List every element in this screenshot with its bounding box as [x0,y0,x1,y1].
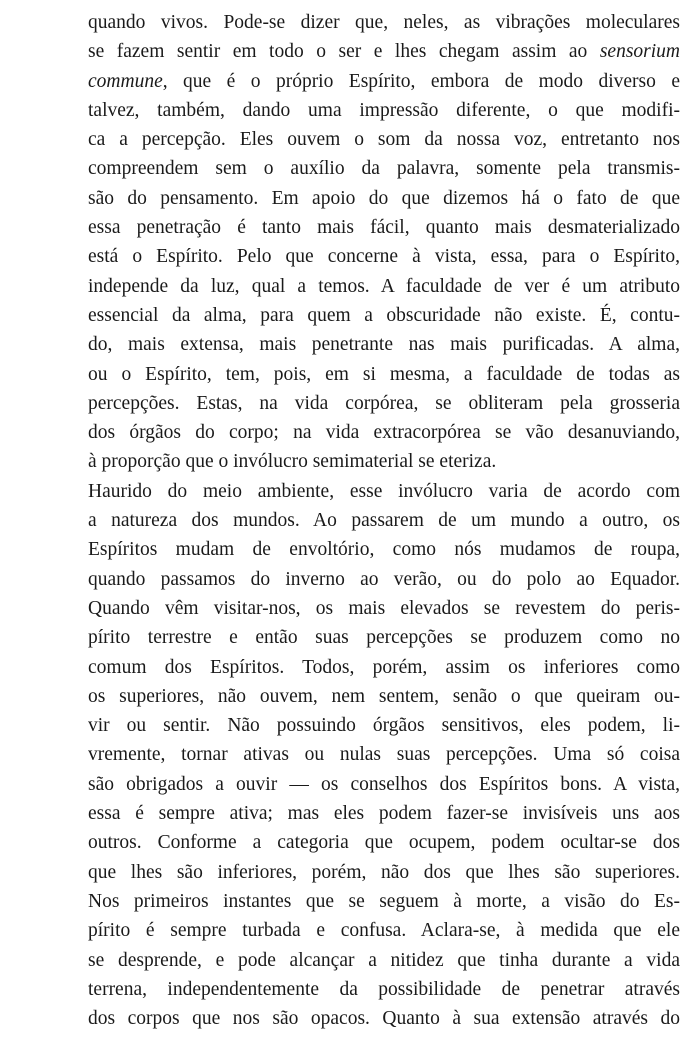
text-segment: pírito é sempre turbada e confusa. Aclara-se, à medida que ele [88,920,680,942]
text-line [88,858,680,887]
text-segment: essa penetração é tanto mais fácil, quanto mais desmaterializado [88,217,680,239]
text-segment: vremente, tornar ativas ou nulas suas percepções. Uma só coisa [88,744,680,766]
text-segment: essencial da alma, para quem a obscuridade não existe. É, contu- [88,304,680,326]
text-line [88,535,680,564]
document-page [88,8,680,1033]
text-line [88,272,680,301]
text-line [88,96,680,125]
text-line [88,565,680,594]
text-segment: Nos primeiros instantes que se seguem à morte, a visão do Es- [88,890,680,912]
text-segment: que lhes são inferiores, porém, não dos que lhes são superiores. [88,861,680,883]
text-line [88,740,680,769]
text-segment: a natureza dos mundos. Ao passarem de um mundo a outro, os [88,510,680,532]
text-line [88,389,680,418]
text-line [88,418,680,447]
text-segment: talvez, também, dando uma impressão diferente, o que modifi- [88,99,680,121]
text-segment: à proporção que o invólucro semimaterial se eteriza. [88,451,497,473]
text-segment: são obrigados a ouvir — os conselhos dos Espíritos bons. A vista, [88,773,680,795]
text-segment: do, mais extensa, mais penetrante nas mais purificadas. A alma, [88,334,680,356]
text-line [88,946,680,975]
text-line [88,242,680,271]
text-line [88,799,680,828]
text-line [88,301,680,330]
text-line [88,711,680,740]
text-line [88,1004,680,1033]
text-line [88,887,680,916]
text-segment: são do pensamento. Em apoio do que dizemos há o fato de que [88,187,680,209]
text-line [88,67,680,96]
text-line [88,623,680,652]
text-line [88,125,680,154]
text-line [88,213,680,242]
text-segment: vir ou sentir. Não possuindo órgãos sensitivos, eles podem, li- [88,715,680,737]
text-segment: outros. Conforme a categoria que ocupem, podem ocultar-se dos [88,832,680,854]
text-segment: se desprende, e pode alcançar a nitidez que tinha durante a vida [88,949,680,971]
italic-term: sensorium [599,41,680,63]
text-segment: ca a percepção. Eles ouvem o som da nossa voz, entretanto nos [88,129,680,151]
text-segment: se fazem sentir em todo o ser e lhes chegam assim ao [88,41,600,63]
text-segment: , que é o próprio Espírito, embora de modo diverso e [162,70,680,92]
text-segment: pírito terrestre e então suas percepções se produzem como no [88,627,680,649]
text-segment: comum dos Espíritos. Todos, porém, assim os inferiores como [88,656,680,678]
text-segment: essa é sempre ativa; mas eles podem fazer-se invisíveis uns aos [88,803,680,825]
text-line [88,682,680,711]
body-text [88,8,680,1033]
text-line [88,154,680,183]
text-segment: independe da luz, qual a temos. A faculdade de ver é um atributo [88,275,680,297]
text-line [88,447,680,476]
text-segment: compreendem sem o auxílio da palavra, somente pela transmis- [88,158,680,180]
text-line [88,360,680,389]
italic-term: commune [88,70,163,92]
text-line [88,184,680,213]
text-line [88,477,680,506]
text-segment: Quando vêm visitar-nos, os mais elevados se revestem do peris- [88,597,680,619]
text-line [88,828,680,857]
text-line [88,653,680,682]
text-line [88,330,680,359]
text-segment: quando vivos. Pode-se dizer que, neles, as vibrações moleculares [88,12,680,33]
text-line [88,594,680,623]
text-segment: está o Espírito. Pelo que concerne à vista, essa, para o Espírito, [88,246,680,268]
text-line [88,37,680,66]
text-segment: dos órgãos do corpo; na vida extracorpórea se vão desanuviando, [88,422,680,444]
text-segment: quando passamos do inverno ao verão, ou do polo ao Equador. [88,568,680,590]
text-line [88,916,680,945]
text-segment: ou o Espírito, tem, pois, em si mesma, a faculdade de todas as [88,363,680,385]
text-line [88,506,680,535]
text-segment: Haurido do meio ambiente, esse invólucro varia de acordo com [88,480,680,502]
text-line [88,975,680,1004]
text-segment: Espíritos mudam de envoltório, como nós mudamos de roupa, [88,539,680,561]
text-segment: os superiores, não ouvem, nem sentem, senão o que queiram ou- [88,685,680,707]
text-segment: dos corpos que nos são opacos. Quanto à sua extensão através do [88,1008,680,1030]
text-segment: percepções. Estas, na vida corpórea, se obliteram pela grosseria [88,392,680,414]
text-line [88,770,680,799]
text-line [88,8,680,37]
text-segment: terrena, independentemente da possibilidade de penetrar através [88,978,680,1000]
